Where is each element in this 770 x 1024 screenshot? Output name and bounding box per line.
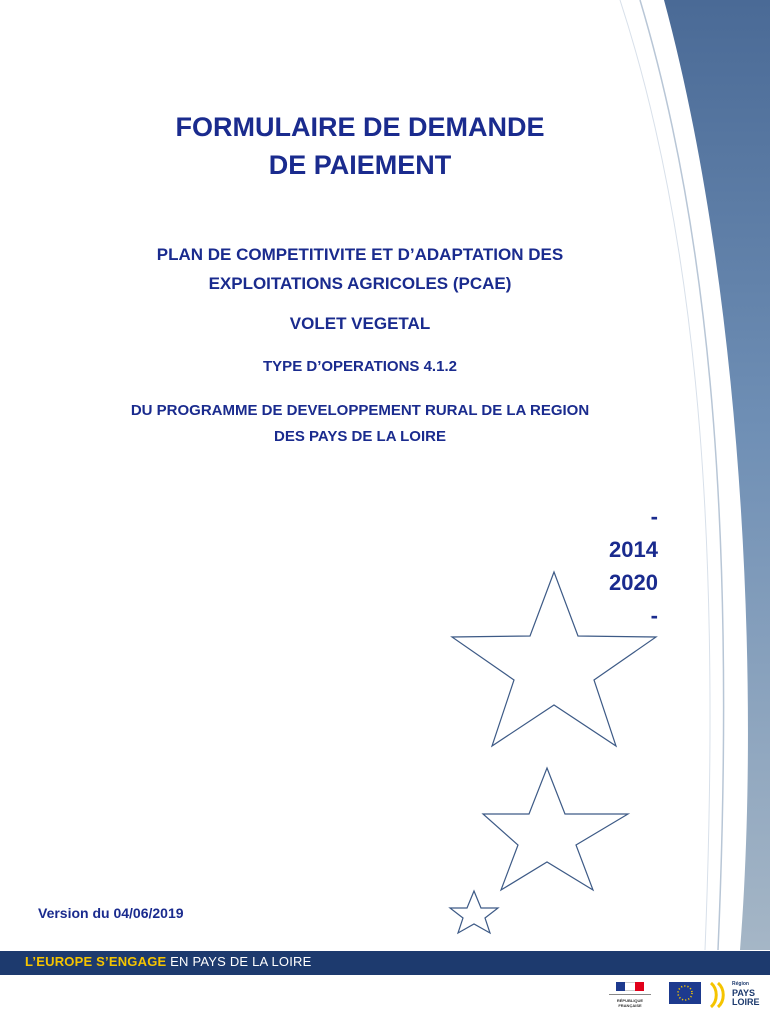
republique-francaise-logo [605,981,655,1009]
footer-slogan-bold: L’EUROPE S’ENGAGE [25,954,167,969]
region-name-line-2: LOIRE [732,997,760,1007]
year-end: 2020 [609,570,658,595]
type-operations: TYPE D’OPERATIONS 4.1.2 [263,358,457,375]
subtitle [50,240,670,298]
eu-flag-logo [665,981,705,1009]
programme [50,398,670,450]
region-small-label: Région [732,981,749,987]
title-line-1: FORMULAIRE DE DEMANDE [175,112,545,142]
programme-line-1: DU PROGRAMME DE DEVELOPPEMENT RURAL DE LA REGION [130,402,590,419]
page-title [60,108,660,184]
footer-slogan-rest: EN PAYS DE LA LOIRE [166,954,312,969]
programme-line-2: DES PAYS DE LA LOIRE [274,428,446,445]
subtitle-line-2: EXPLOITATIONS AGRICOLES (PCAE) [208,274,512,293]
republique-label: RÉPUBLIQUE FRANÇAISE [616,998,644,1008]
subtitle-line-1: PLAN DE COMPETITIVITE ET D’ADAPTATION DES [156,245,564,264]
medium-star-icon [483,768,628,890]
small-star-icon [450,891,498,933]
period [609,500,658,632]
period-dash-bottom: - [650,603,658,628]
period-dash-top: - [650,504,658,529]
footer-band [0,951,770,975]
region-name-line-1: PAYS [732,988,756,998]
title-line-2: DE PAIEMENT [268,150,452,180]
footer-slogan [25,954,312,969]
volet-heading: VOLET VEGETAL [289,314,431,333]
year-start: 2014 [609,537,658,562]
region-pays-de-la-loire-logo [708,981,768,1009]
version-label: Version du 04/06/2019 [38,905,184,921]
